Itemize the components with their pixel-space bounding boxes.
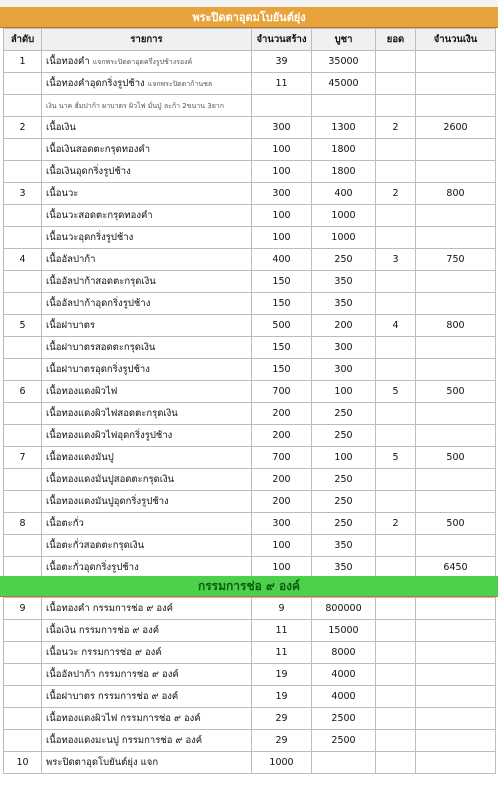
qty-cell: 100: [252, 227, 312, 249]
qty-cell: 300: [252, 117, 312, 139]
row-number: [4, 620, 42, 642]
qty-cell: 100: [252, 557, 312, 579]
table-row: [4, 359, 496, 381]
item-cell: เนื้อฝาบาตร กรรมการช่อ ๙ องค์: [42, 686, 252, 708]
price-cell: 200: [312, 315, 376, 337]
table-row: [4, 598, 496, 620]
money-cell: [416, 469, 496, 491]
count-cell: [376, 598, 416, 620]
row-number: 8: [4, 513, 42, 535]
row-number: [4, 139, 42, 161]
price-cell: 400: [312, 183, 376, 205]
count-cell: [376, 161, 416, 183]
row-number: [4, 425, 42, 447]
count-cell: 2: [376, 183, 416, 205]
item-cell: [42, 491, 252, 513]
item-label: เนื้อตะกั่วสอดตะกรุดเงิน: [46, 540, 145, 551]
price-cell: 8000: [312, 642, 376, 664]
table-row: [4, 73, 496, 95]
qty-cell: 700: [252, 381, 312, 403]
count-cell: 3: [376, 249, 416, 271]
item-label: เนื้อทองแดงผิวไฟอุดกริ่งรูปช้าง: [46, 430, 173, 441]
table-row: [4, 620, 496, 642]
qty-cell: 200: [252, 403, 312, 425]
count-cell: [376, 139, 416, 161]
item-label: เนื้อเงินสอดตะกรุดทองคำ: [46, 144, 151, 155]
money-cell: [416, 730, 496, 752]
qty-cell: 400: [252, 249, 312, 271]
row-number: 3: [4, 183, 42, 205]
qty-cell: 9: [252, 598, 312, 620]
item-cell: [42, 117, 252, 139]
item-label: เนื้อทองแดงมันปูสอดตะกรุดเงิน: [46, 474, 175, 485]
item-label: เนื้อฝาบาตรสอดตะกรุดเงิน: [46, 342, 156, 353]
item-cell: [42, 337, 252, 359]
money-cell: [416, 491, 496, 513]
table-row: [4, 337, 496, 359]
table-row: [4, 425, 496, 447]
count-cell: 2: [376, 117, 416, 139]
table-row: [4, 227, 496, 249]
money-cell: [416, 359, 496, 381]
table-row: [4, 491, 496, 513]
price-cell: 1000: [312, 205, 376, 227]
table-row: [4, 447, 496, 469]
item-cell: [42, 315, 252, 337]
qty-cell: 100: [252, 161, 312, 183]
item-cell: เนื้ออัลปาก้า กรรมการช่อ ๙ องค์: [42, 664, 252, 686]
item-label: เนื้อฝาบาตรอุดกริ่งรูปช้าง: [46, 364, 150, 375]
row-number: [4, 337, 42, 359]
price-cell: 35000: [312, 51, 376, 73]
item-cell: [42, 381, 252, 403]
qty-cell: 100: [252, 535, 312, 557]
header-cell: จำนวนสร้าง: [252, 29, 312, 51]
price-cell: 250: [312, 403, 376, 425]
table-row: [4, 664, 496, 686]
count-cell: [376, 686, 416, 708]
price-cell: 1000: [312, 227, 376, 249]
item-cell: [42, 139, 252, 161]
money-cell: [416, 598, 496, 620]
qty-cell: 11: [252, 642, 312, 664]
money-cell: [416, 73, 496, 95]
count-cell: [376, 620, 416, 642]
item-cell: [42, 249, 252, 271]
price-cell: 350: [312, 271, 376, 293]
row-number: [4, 293, 42, 315]
qty-cell: 500: [252, 315, 312, 337]
price-cell: 250: [312, 469, 376, 491]
price-cell: [312, 95, 376, 117]
item-cell: [42, 403, 252, 425]
qty-cell: 150: [252, 293, 312, 315]
item-cell: [42, 425, 252, 447]
count-cell: [376, 359, 416, 381]
price-cell: 250: [312, 425, 376, 447]
qty-cell: 150: [252, 359, 312, 381]
money-cell: 800: [416, 315, 496, 337]
item-cell: พระปิดตาอุดโบยันต์ยุ่ง แจก: [42, 752, 252, 774]
qty-cell: 200: [252, 491, 312, 513]
item-cell: เนื้อเงิน กรรมการช่อ ๙ องค์: [42, 620, 252, 642]
money-cell: 500: [416, 513, 496, 535]
item-label: เนื้อทองแดงมันปู: [46, 452, 114, 463]
count-cell: 5: [376, 447, 416, 469]
row-number: 1: [4, 51, 42, 73]
sheet-title: พระปิดตาอุดมโบยันต์ยุ่ง: [192, 11, 306, 24]
table-row: [4, 293, 496, 315]
row-number: [4, 730, 42, 752]
item-label: เนื้อทองคำอุดกริ่งรูปช้าง: [46, 78, 145, 89]
money-cell: [416, 535, 496, 557]
row-number: [4, 161, 42, 183]
money-cell: 6450: [416, 557, 496, 579]
item-cell: [42, 513, 252, 535]
price-cell: 250: [312, 513, 376, 535]
price-cell: 350: [312, 535, 376, 557]
count-cell: [376, 293, 416, 315]
qty-cell: 200: [252, 425, 312, 447]
count-cell: [376, 730, 416, 752]
price-table: [3, 28, 496, 579]
row-number: [4, 535, 42, 557]
item-cell: [42, 51, 252, 73]
price-cell: 1800: [312, 161, 376, 183]
row-number: [4, 642, 42, 664]
money-cell: [416, 51, 496, 73]
item-label: เนื้อนวะ: [46, 188, 79, 199]
money-cell: [416, 752, 496, 774]
count-cell: [376, 51, 416, 73]
count-cell: [376, 708, 416, 730]
table-row: [4, 51, 496, 73]
header-cell: จำนวนเงิน: [416, 29, 496, 51]
item-label: เนื้อนวะสอดตะกรุดทองคำ: [46, 210, 153, 221]
row-number: 7: [4, 447, 42, 469]
row-number: [4, 491, 42, 513]
item-cell: เนื้อนวะ กรรมการช่อ ๙ องค์: [42, 642, 252, 664]
row-number: [4, 664, 42, 686]
count-cell: [376, 227, 416, 249]
price-cell: 250: [312, 491, 376, 513]
money-cell: [416, 664, 496, 686]
price-cell: 1300: [312, 117, 376, 139]
count-cell: [376, 664, 416, 686]
table-row: [4, 686, 496, 708]
money-cell: [416, 708, 496, 730]
row-number: [4, 469, 42, 491]
item-cell: [42, 205, 252, 227]
count-cell: [376, 425, 416, 447]
table-row: [4, 469, 496, 491]
qty-cell: 19: [252, 664, 312, 686]
table-row: [4, 95, 496, 117]
money-cell: [416, 95, 496, 117]
money-cell: [416, 642, 496, 664]
price-cell: 350: [312, 293, 376, 315]
price-cell: 250: [312, 249, 376, 271]
money-cell: 750: [416, 249, 496, 271]
item-cell: [42, 161, 252, 183]
qty-cell: 11: [252, 73, 312, 95]
money-cell: 500: [416, 447, 496, 469]
item-cell: [42, 227, 252, 249]
table-row: [4, 271, 496, 293]
qty-cell: 300: [252, 513, 312, 535]
qty-cell: 11: [252, 620, 312, 642]
table-row: [4, 642, 496, 664]
qty-cell: 100: [252, 139, 312, 161]
table-row: [4, 183, 496, 205]
count-cell: [376, 95, 416, 117]
table-row: [4, 381, 496, 403]
money-cell: 500: [416, 381, 496, 403]
item-label: เนื้อตะกั่วอุดกริ่งรูปช้าง: [46, 562, 139, 573]
table-row: [4, 730, 496, 752]
row-number: [4, 205, 42, 227]
price-cell: 4000: [312, 664, 376, 686]
price-cell: 2500: [312, 708, 376, 730]
qty-cell: [252, 95, 312, 117]
money-cell: [416, 271, 496, 293]
qty-cell: 100: [252, 205, 312, 227]
qty-cell: 29: [252, 730, 312, 752]
row-number: [4, 73, 42, 95]
item-cell: [42, 183, 252, 205]
item-note: เงิน นาค ฮั่มปาก้า ผาบาตร ผิวไฟ มั่นปู่ ละก้า 2ขนาน 3ยาก: [46, 101, 224, 110]
money-cell: [416, 205, 496, 227]
money-cell: [416, 139, 496, 161]
money-cell: 800: [416, 183, 496, 205]
price-cell: 350: [312, 557, 376, 579]
count-cell: [376, 403, 416, 425]
table-row: [4, 708, 496, 730]
count-cell: [376, 337, 416, 359]
item-label: เนื้อตะกั่ว: [46, 518, 84, 529]
row-number: 9: [4, 598, 42, 620]
count-cell: [376, 73, 416, 95]
table-row: [4, 752, 496, 774]
price-cell: 100: [312, 381, 376, 403]
row-number: 10: [4, 752, 42, 774]
price-cell: 300: [312, 359, 376, 381]
item-label: เนื้ออัลปาก้าอุดกริ่งรูปช้าง: [46, 298, 151, 309]
item-cell: [42, 447, 252, 469]
qty-cell: 29: [252, 708, 312, 730]
price-cell: [312, 752, 376, 774]
item-cell: เนื้อทองคำ กรรมการช่อ ๙ องค์: [42, 598, 252, 620]
count-cell: [376, 752, 416, 774]
item-label: เนื้อทองคำ: [46, 56, 90, 67]
row-number: [4, 227, 42, 249]
item-cell: [42, 293, 252, 315]
money-cell: [416, 425, 496, 447]
qty-cell: 19: [252, 686, 312, 708]
committee-table: [3, 597, 496, 774]
header-cell: ยอด: [376, 29, 416, 51]
qty-cell: 1000: [252, 752, 312, 774]
item-label: เนื้อเงินอุดกริ่งรูปช้าง: [46, 166, 131, 177]
count-cell: [376, 205, 416, 227]
table-row: [4, 513, 496, 535]
table-row: [4, 117, 496, 139]
money-cell: 2600: [416, 117, 496, 139]
table-row: [4, 315, 496, 337]
item-cell: เนื้อทองแดงผิวไฟ กรรมการช่อ ๙ องค์: [42, 708, 252, 730]
table-row: [4, 161, 496, 183]
item-label: เนื้อฝาบาตร: [46, 320, 95, 331]
price-cell: 45000: [312, 73, 376, 95]
row-number: 5: [4, 315, 42, 337]
item-cell: เนื้อทองแดงมะนปู กรรมการช่อ ๙ องค์: [42, 730, 252, 752]
header-cell: รายการ: [42, 29, 252, 51]
row-number: [4, 708, 42, 730]
row-number: [4, 271, 42, 293]
count-cell: 5: [376, 381, 416, 403]
item-label: เนื้อทองแดงผิวไฟ: [46, 386, 118, 397]
section-banner: [0, 576, 498, 597]
qty-cell: 200: [252, 469, 312, 491]
price-cell: 100: [312, 447, 376, 469]
row-number: 6: [4, 381, 42, 403]
item-label: เนื้อนวะอุดกริ่งรูปช้าง: [46, 232, 134, 243]
count-cell: 2: [376, 513, 416, 535]
price-cell: 2500: [312, 730, 376, 752]
price-cell: 800000: [312, 598, 376, 620]
money-cell: [416, 686, 496, 708]
item-note: แจกพระปิดตาก้านชล: [147, 80, 213, 88]
item-cell: [42, 95, 252, 117]
count-cell: [376, 642, 416, 664]
item-cell: [42, 73, 252, 95]
table-row: [4, 535, 496, 557]
qty-cell: 39: [252, 51, 312, 73]
header-cell: บูชา: [312, 29, 376, 51]
table-row: [4, 205, 496, 227]
row-number: 4: [4, 249, 42, 271]
count-cell: [376, 469, 416, 491]
item-label: เนื้อเงิน: [46, 122, 76, 133]
row-number: [4, 686, 42, 708]
item-label: เนื้อทองแดงผิวไฟสอดตะกรุดเงิน: [46, 408, 178, 419]
item-cell: [42, 271, 252, 293]
count-cell: [376, 491, 416, 513]
money-cell: [416, 293, 496, 315]
price-cell: 300: [312, 337, 376, 359]
table-row: [4, 139, 496, 161]
row-number: [4, 403, 42, 425]
count-cell: 4: [376, 315, 416, 337]
qty-cell: 150: [252, 271, 312, 293]
row-number: [4, 359, 42, 381]
item-note: แจกพระปิดตาอุดครึ่งรูปช้างรองค์: [92, 58, 193, 66]
item-label: เนื้อทองแดงมันปูอุดกริ่งรูปช้าง: [46, 496, 169, 507]
price-cell: 1800: [312, 139, 376, 161]
row-number: [4, 95, 42, 117]
money-cell: [416, 161, 496, 183]
money-cell: [416, 337, 496, 359]
table-row: [4, 403, 496, 425]
item-cell: [42, 469, 252, 491]
table-row: [4, 249, 496, 271]
price-cell: 15000: [312, 620, 376, 642]
header-row: [4, 29, 496, 51]
item-label: เนื้ออัลปาก้า: [46, 254, 96, 265]
item-cell: [42, 359, 252, 381]
qty-cell: 700: [252, 447, 312, 469]
money-cell: [416, 227, 496, 249]
qty-cell: 150: [252, 337, 312, 359]
title-banner: [0, 7, 498, 28]
qty-cell: 300: [252, 183, 312, 205]
section-title: กรรมการช่อ ๙ องค์: [197, 578, 301, 593]
item-cell: [42, 535, 252, 557]
count-cell: [376, 535, 416, 557]
price-cell: 4000: [312, 686, 376, 708]
row-number: 2: [4, 117, 42, 139]
header-cell: ลำดับ: [4, 29, 42, 51]
item-label: เนื้ออัลปาก้าสอดตะกรุดเงิน: [46, 276, 156, 287]
money-cell: [416, 620, 496, 642]
count-cell: [376, 271, 416, 293]
money-cell: [416, 403, 496, 425]
